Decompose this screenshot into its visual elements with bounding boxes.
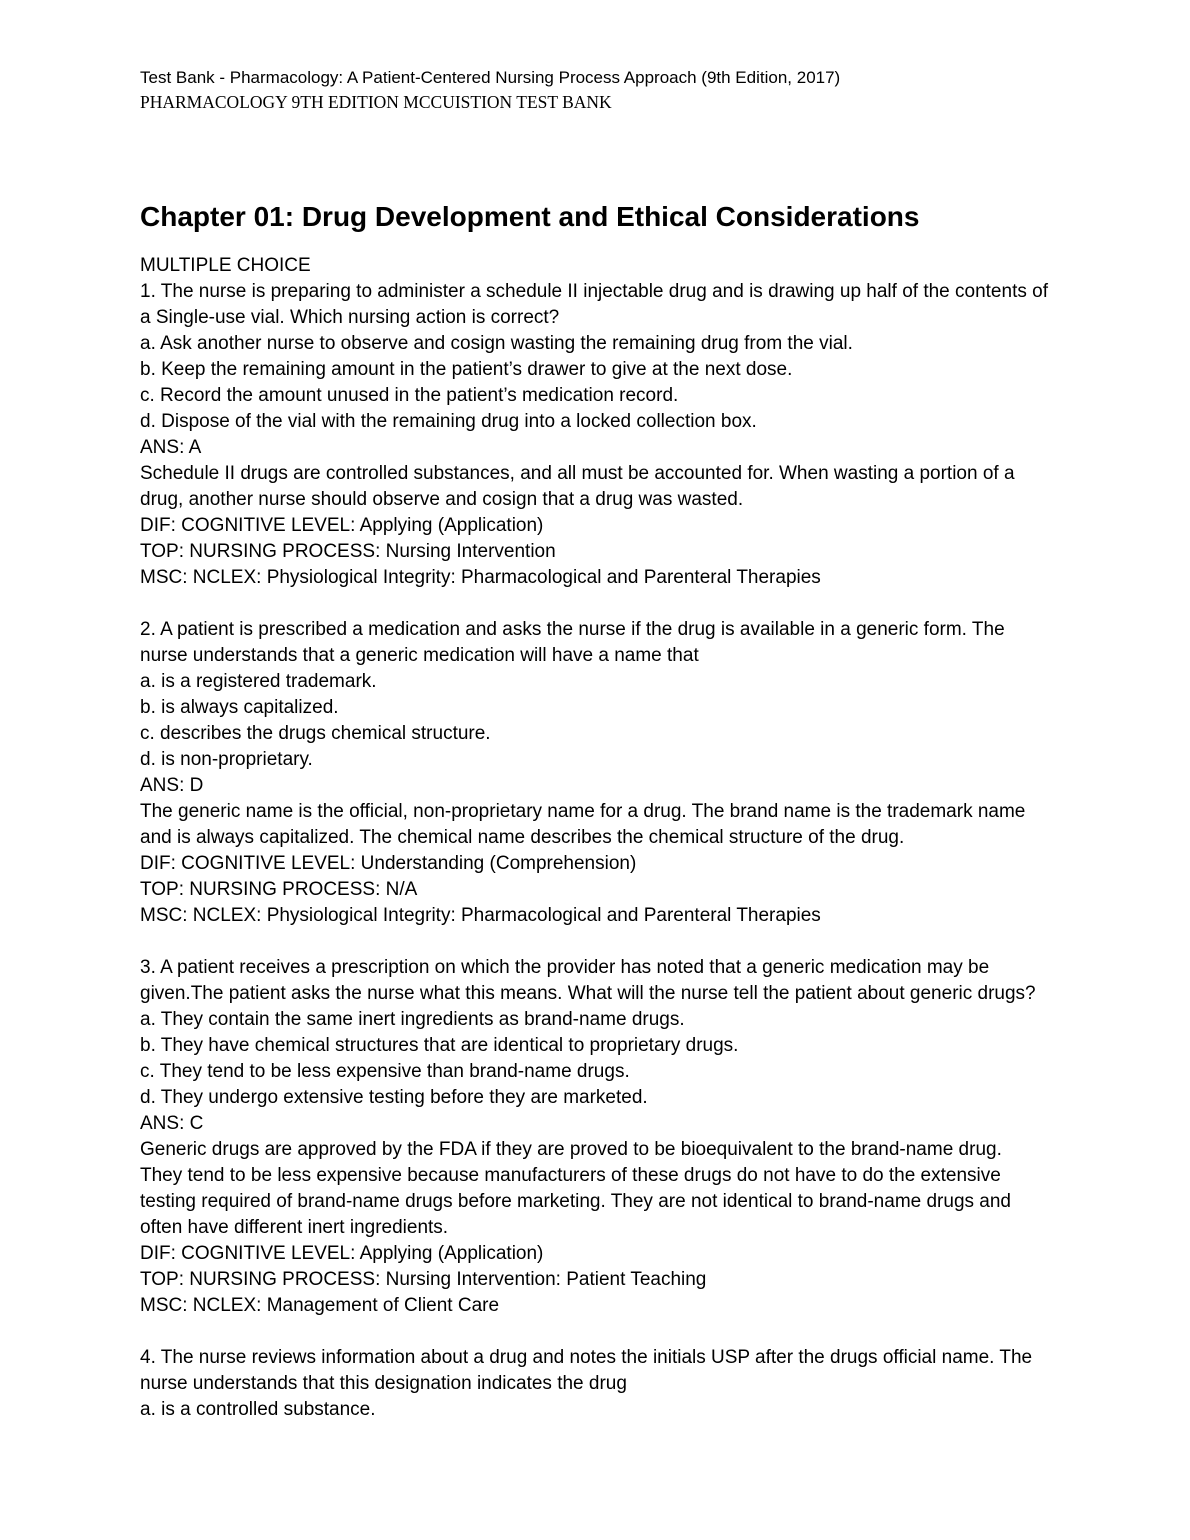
question-msc: MSC: NCLEX: Physiological Integrity: Pharmacological and Parenteral Therapies: [140, 904, 821, 926]
question-msc: MSC: NCLEX: Physiological Integrity: Pharmacological and Parenteral Therapies: [140, 566, 821, 588]
question-stem: 4. The nurse reviews information about a drug and notes the initials USP after the drugs official name. The nurse understands that this designation indicates the drug: [140, 1346, 1033, 1394]
question-block: [140, 955, 1048, 1319]
question-options: [140, 1007, 1048, 1111]
question-option: c. Record the amount unused in the patient’s medication record.: [140, 384, 679, 406]
question-options: [140, 669, 1048, 773]
question-option: d. is non-proprietary.: [140, 748, 313, 770]
question-option: a. is a registered trademark.: [140, 670, 377, 692]
question-answer: ANS: D: [140, 774, 204, 796]
header-line-1: Test Bank - Pharmacology: A Patient-Centered Nursing Process Approach (9th Edition, 2017): [140, 68, 841, 87]
question-top: TOP: NURSING PROCESS: Nursing Intervention: Patient Teaching: [140, 1268, 707, 1290]
question-top: TOP: NURSING PROCESS: Nursing Intervention: [140, 540, 556, 562]
question-rationale: Generic drugs are approved by the FDA if they are proved to be bioequivalent to the brand-name drug. They tend to be less expensive because manufacturers of these drugs do not have to do the extensive testing required of brand-name drugs before marketing. They are not identical to brand-name drugs and often have different inert ingredients.: [140, 1138, 1011, 1238]
question-option: d. They undergo extensive testing before they are marketed.: [140, 1086, 648, 1108]
question-block: [140, 1345, 1048, 1423]
question-option: a. is a controlled substance.: [140, 1398, 376, 1420]
questions-container: [140, 279, 1048, 1423]
question-msc: MSC: NCLEX: Management of Client Care: [140, 1294, 500, 1316]
question-stem: 3. A patient receives a prescription on which the provider has noted that a generic medication may be given.The patient asks the nurse what this means. What will the nurse tell the patient about generic drugs?: [140, 956, 1036, 1004]
question-rationale: Schedule II drugs are controlled substances, and all must be accounted for. When wasting a portion of a drug, another nurse should observe and cosign that a drug was wasted.: [140, 462, 1015, 510]
question-dif: DIF: COGNITIVE LEVEL: Applying (Application): [140, 1242, 544, 1264]
question-option: a. They contain the same inert ingredients as brand-name drugs.: [140, 1008, 685, 1030]
question-stem: 2. A patient is prescribed a medication and asks the nurse if the drug is available in a generic form. The nurse understands that a generic medication will have a name that: [140, 618, 1005, 666]
question-block: [140, 279, 1048, 591]
question-dif: DIF: COGNITIVE LEVEL: Understanding (Comprehension): [140, 852, 637, 874]
question-block: [140, 617, 1048, 929]
document-header: [140, 66, 1048, 114]
question-answer: ANS: A: [140, 436, 202, 458]
question-option: a. Ask another nurse to observe and cosign wasting the remaining drug from the vial.: [140, 332, 853, 354]
question-top: TOP: NURSING PROCESS: N/A: [140, 878, 418, 900]
section-label: MULTIPLE CHOICE: [140, 254, 311, 276]
question-rationale: The generic name is the official, non-proprietary name for a drug. The brand name is the trademark name and is always capitalized. The chemical name describes the chemical structure of the drug.: [140, 800, 1026, 848]
question-option: c. They tend to be less expensive than brand-name drugs.: [140, 1060, 630, 1082]
question-answer: ANS: C: [140, 1112, 204, 1134]
question-options: [140, 1397, 1048, 1423]
question-option: b. They have chemical structures that are identical to proprietary drugs.: [140, 1034, 739, 1056]
question-dif: DIF: COGNITIVE LEVEL: Applying (Application): [140, 514, 544, 536]
question-options: [140, 331, 1048, 435]
question-option: d. Dispose of the vial with the remaining drug into a locked collection box.: [140, 410, 757, 432]
question-option: c. describes the drugs chemical structure.: [140, 722, 491, 744]
header-line-2: PHARMACOLOGY 9TH EDITION MCCUISTION TEST BANK: [140, 92, 612, 112]
chapter-title: Chapter 01: Drug Development and Ethical Considerations: [140, 201, 920, 232]
question-option: b. is always capitalized.: [140, 696, 339, 718]
question-stem: 1. The nurse is preparing to administer a schedule II injectable drug and is drawing up half of the contents of a Single-use vial. Which nursing action is correct?: [140, 280, 1048, 328]
question-option: b. Keep the remaining amount in the patient’s drawer to give at the next dose.: [140, 358, 793, 380]
